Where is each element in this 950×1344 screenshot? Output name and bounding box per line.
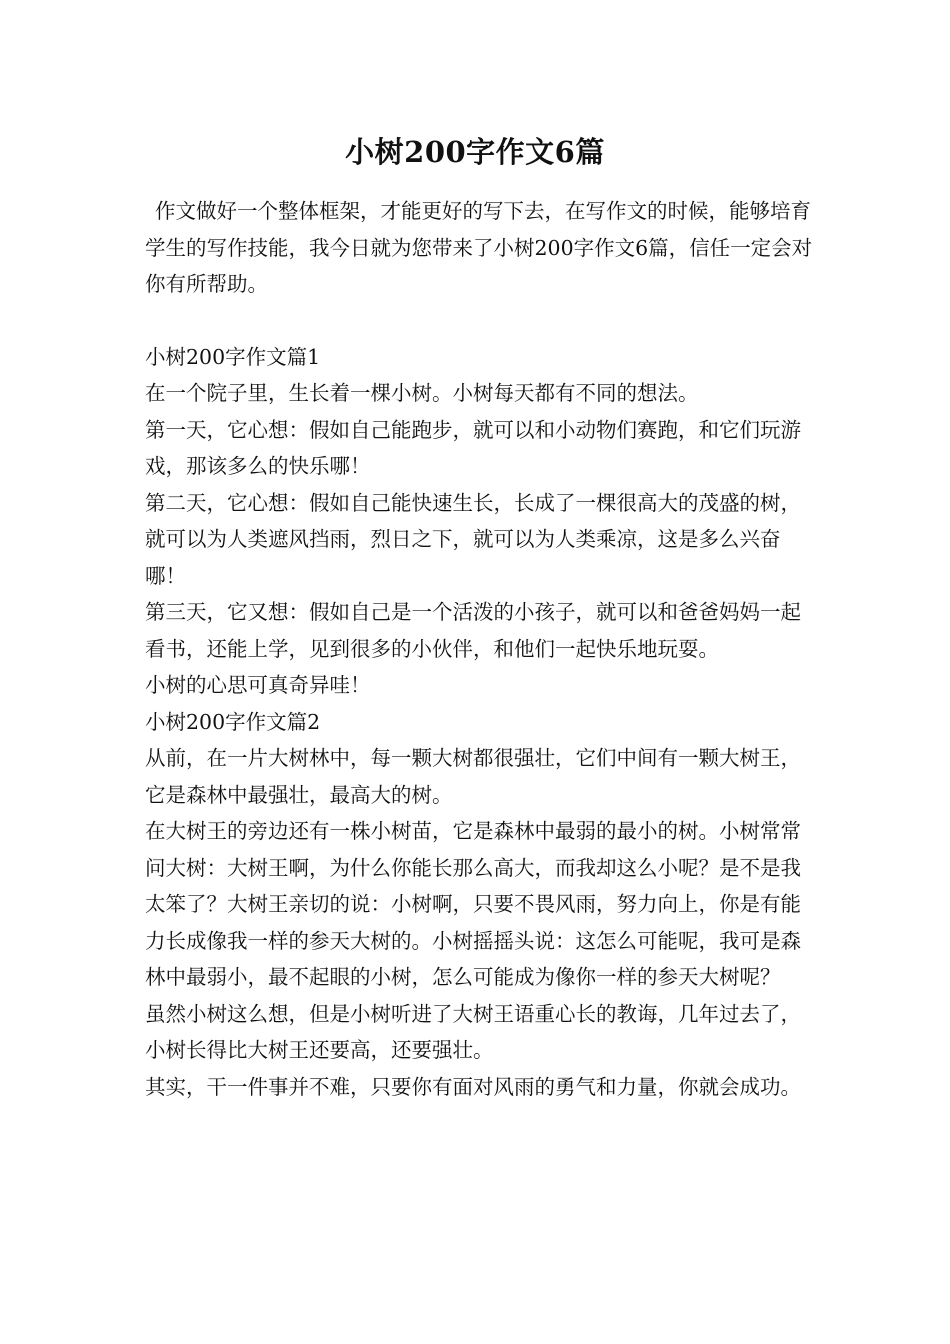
body-paragraph: 从前，在一片大树林中，每一颗大树都很强壮，它们中间有一颗大树王，它是森林中最强壮，最高大的树。	[145, 746, 801, 807]
document-body	[145, 193, 815, 1105]
essay-heading-1: 小树200字作文篇1	[145, 344, 321, 369]
body-paragraph: 在大树王的旁边还有一株小树苗，它是森林中最弱的最小的树。小树常常问大树：大树王啊，为什么你能长那么高大，而我却这么小呢？是不是我太笨了？大树王亲切的说：小树啊，只要不畏风雨，努力向上，你是有能力长成像我一样的参天大树的。小树摇摇头说：这怎么可能呢，我可是森林中最弱小，最不起眼的小树，怎么可能成为像你一样的参天大树呢？	[145, 819, 801, 989]
body-paragraph: 虽然小树这么想，但是小树听进了大树王语重心长的教诲，几年过去了，小树长得比大树王还要高，还要强壮。	[145, 1001, 801, 1062]
essay-heading-2: 小树200字作文篇2	[145, 709, 321, 734]
body-paragraph: 在一个院子里，生长着一棵小树。小树每天都有不同的想法。	[145, 381, 699, 405]
body-paragraph: 第一天，它心想：假如自己能跑步，就可以和小动物们赛跑，和它们玩游戏，那该多么的快乐哪！	[145, 417, 801, 478]
body-paragraph: 第二天，它心想：假如自己能快速生长，长成了一棵很高大的茂盛的树，就可以为人类遮风挡雨，烈日之下，就可以为人类乘凉，这是多么兴奋哪！	[145, 490, 801, 588]
intro-paragraph: 作文做好一个整体框架，才能更好的写下去，在写作文的时候，能够培育学生的写作技能，我今日就为您带来了小树200字作文6篇，信任一定会对你有所帮助。	[145, 199, 813, 296]
document-title: 小树200字作文6篇	[345, 135, 605, 169]
body-paragraph: 第三天，它又想：假如自己是一个活泼的小孩子，就可以和爸爸妈妈一起看书，还能上学，见到很多的小伙伴，和他们一起快乐地玩耍。	[145, 600, 801, 661]
body-paragraph: 小树的心思可真奇异哇！	[145, 673, 371, 697]
body-paragraph: 其实，干一件事并不难，只要你有面对风雨的勇气和力量，你就会成功。	[145, 1074, 801, 1099]
